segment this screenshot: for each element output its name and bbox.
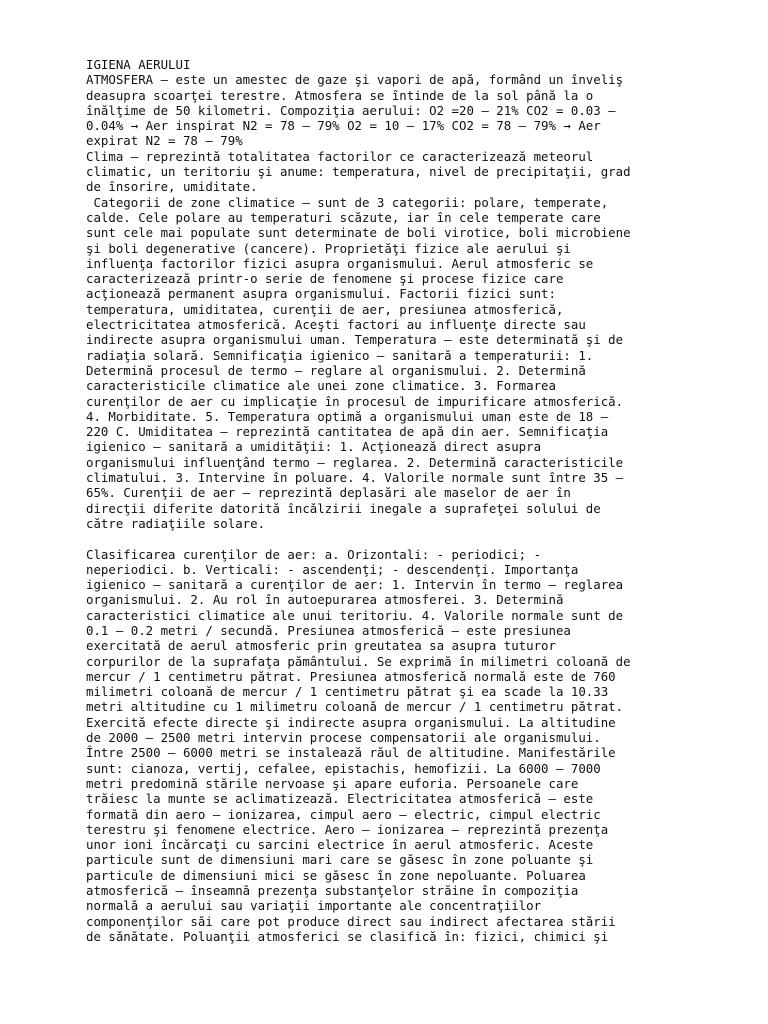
paragraph-clasificarea-curentilor: Clasificarea curenţilor de aer: a. Orizontali: - periodici; - neperiodici. b. Verticali: - ascendenţi; - descendenţi. Importanţa igienico – sanitară a curenţilor de aer: 1. Intervin în termo – reglarea organismului. 2. Au rol în autoepurarea atmosferei. 3. Determină caracteristici climatice ale unui teritoriu. 4. Valorile normale sunt de 0.1 – 0.2 metri / secundă. Presiunea atmosferică – este presiunea exercitată de aerul atmosferic prin greutatea sa asupra tuturor corpurilor de la suprafaţa pământului. Se exprimă în milimetri coloană de mercur / 1 centimetru pătrat. Presiunea atmosferică normală este de 760 milimetri coloană de mercur / 1 centimetru pătrat şi ea scade la 10.33 metri altitudine cu 1 milimetru coloană de mercur / 1 centimetru pătrat. Exercită efecte directe şi indirecte asupra organismului. La altitudine de 2000 – 2500 metri intervin procese compensatorii ale organismului. Între 2500 – 6000 metri se instalează răul de altitudine. Manifestările sunt: cianoza, vertij, cefalee, epistachis, hemofizii. La 6000 – 7000 metri predomină stările nervoase şi apare euforia. Persoanele care trăiesc la munte se aclimatizează. Electricitatea atmosferică – este formată din aero – ionizarea, cimpul aero – electric, cimpul electric terestru şi fenomene electrice. Aero – ionizarea – reprezintă prezenţa unor ioni încărcaţi cu sarcini electrice în aerul atmosferic. Aceste particule sunt de dimensiuni mari care se găsesc în zone poluante şi particule de dimensiuni mici se găsesc în zone nepoluante. Poluarea atmosferică – înseamnă prezenţa substanţelor străine în compoziţia normală a aerului sau variaţii importante ale concentraţiilor componenţilor săi care pot produce direct sau indirect afectarea stării de sănătate. Poluanţii atmosferici se clasifică în: fizici, chimici şi bbox=[86, 546, 631, 944]
paragraph-spacer bbox=[86, 531, 686, 546]
document-title: IGIENA AERULUI bbox=[86, 57, 191, 72]
document-page bbox=[86, 57, 686, 944]
paragraph-atmosfera: ATMOSFERA – este un amestec de gaze şi vapori de apă, formând un înveliş deasupra scoarţei terestre. Atmosfera se întinde de la sol până la o înălţime de 50 kilometri. Compoziţia aerului: O2 =20 – 21% CO2 = 0.03 – 0.04% → Aer inspirat N2 = 78 – 79% O2 = 10 – 17% CO2 = 78 – 79% → Aer expirat N2 = 78 – 79% bbox=[86, 72, 624, 149]
paragraph-clima: Clima – reprezintă totalitatea factorilor ce caracterizează meteorul climatic, un teritoriu şi anume: temperatura, nivel de precipitaţii, grad de însorire, umiditate. bbox=[86, 148, 631, 195]
paragraph-categorii-zone-climatice: Categorii de zone climatice – sunt de 3 categorii: polare, temperate, calde. Cele polare au temperaturi scăzute, iar în cele temperate care sunt cele mai populate sunt determinate de boli virotice, boli microbiene şi boli degenerative (cancere). Proprietăţi fizice ale aerului şi influenţa factorilor fizici asupra organismului. Aerul atmosferic se caracterizează printr-o serie de fenomene şi procese fizice care acţionează permanent asupra organismului. Factorii fizici sunt: temperatura, umiditatea, curenţii de aer, presiunea atmosferică, electricitatea atmosferică. Aceşti factori au influenţe directe sau indirecte asupra organismului uman. Temperatura – este determinată şi de radiaţia solară. Semnificaţia igienico – sanitară a temperaturii: 1. Determină procesul de termo – reglare al organismului. 2. Determină caracteristicile climatice ale unei zone climatice. 3. Formarea curenţilor de aer cu implicaţie în procesul de impurificare atmosferică. 4. Morbiditate. 5. Temperatura optimă a organismului uman este de 18 – 220 C. Umiditatea – reprezintă cantitatea de apă din aer. Semnificaţia igienico – sanitară a umidităţii: 1. Acţionează direct asupra organismului influenţând termo – reglarea. 2. Determină caracteristicile climatului. 3. Intervine în poluare. 4. Valorile normale sunt între 35 – 65%. Curenţii de aer – reprezintă deplasări ale maselor de aer în direcţii diferite datorită încălzirii inegale a suprafeţei solului de către radiaţiile solare. bbox=[86, 194, 631, 531]
